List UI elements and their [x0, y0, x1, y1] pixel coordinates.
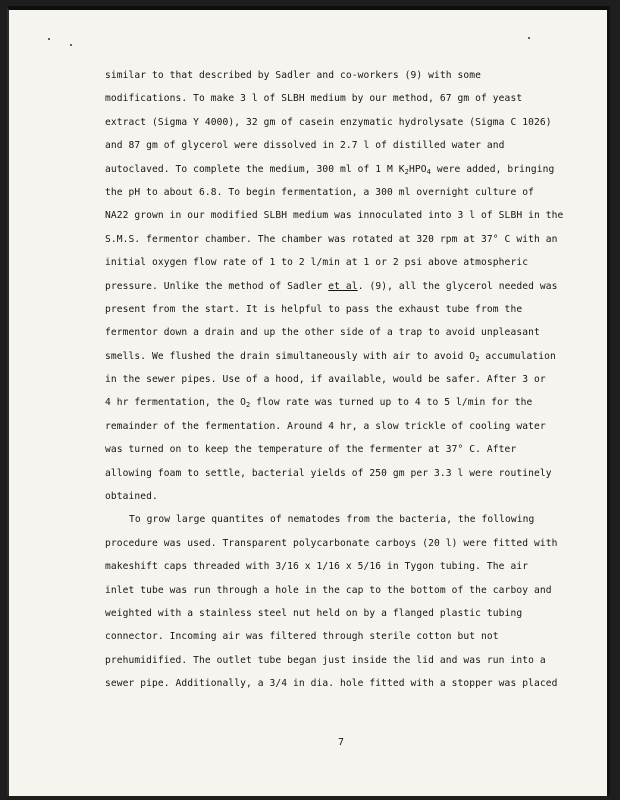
- line-text: fermentor down a drain and up the other side of a trap to avoid unpleasant: [105, 327, 540, 339]
- text-line: [105, 625, 595, 648]
- page-number: 7: [338, 737, 345, 748]
- text-line: [105, 555, 595, 578]
- line-text: the pH to about 6.8. To begin fermentation, a 300 ml overnight culture of: [105, 186, 534, 198]
- subscript: 2: [475, 354, 480, 363]
- line-text: inlet tube was run through a hole in the cap to the bottom of the carboy and: [105, 584, 552, 596]
- line-text: initial oxygen flow rate of 1 to 2 l/min at 1 or 2 psi above atmospheric: [105, 257, 529, 269]
- document-page: [7, 6, 610, 796]
- text-line: [105, 87, 595, 110]
- line-text: sewer pipe. Additionally, a 3/4 in dia. hole fitted with a stopper was placed: [105, 678, 558, 690]
- line-text: extract (Sigma Y 4000), 32 gm of casein enzymatic hydrolysate (Sigma C 1026): [105, 116, 552, 128]
- line-text: prehumidified. The outlet tube began just inside the lid and was run into a: [105, 654, 546, 666]
- text-line: [105, 579, 595, 602]
- line-text: procedure was used. Transparent polycarbonate carboys (20 l) were fitted with: [105, 537, 558, 549]
- line-text: modifications. To make 3 l of SLBH medium by our method, 67 gm of yeast: [105, 93, 523, 105]
- subscript: 2: [246, 401, 251, 410]
- line-text: present from the start. It is helpful to pass the exhaust tube from the: [105, 303, 523, 315]
- subscript: 4: [426, 167, 431, 176]
- text-line: [105, 532, 595, 555]
- scan-speck: [528, 37, 530, 39]
- text-line: [105, 672, 595, 695]
- underlined-citation: et al: [328, 280, 358, 292]
- line-text: pressure. Unlike the method of Sadler: [105, 280, 329, 292]
- text-line: [105, 345, 595, 368]
- text-line: [105, 602, 595, 625]
- scan-speck: [70, 44, 72, 46]
- line-text: To grow large quantites of nematodes from the bacteria, the following: [129, 514, 535, 526]
- text-line: [105, 462, 595, 485]
- line-text: . (9), all the glycerol needed was: [357, 280, 558, 292]
- line-text: connector. Incoming air was filtered through sterile cotton but not: [105, 631, 499, 643]
- line-text: were added, bringing: [430, 163, 555, 175]
- line-text: was turned on to keep the temperature of the fermenter at 37° C. After: [105, 444, 517, 456]
- line-text: S.M.S. fermentor chamber. The chamber was rotated at 320 rpm at 37° C with an: [105, 233, 558, 245]
- line-text: makeshift caps threaded with 3/16 x 1/16 x 5/16 in Tygon tubing. The air: [105, 561, 529, 573]
- text-line: [105, 415, 595, 438]
- body-text: [105, 64, 595, 696]
- line-text: allowing foam to settle, bacterial yields of 250 gm per 3.3 l were routinely: [105, 467, 552, 479]
- scan-speck: [48, 38, 50, 40]
- line-text: autoclaved. To complete the medium, 300 ml of 1 M K: [105, 163, 405, 175]
- line-text: smells. We flushed the drain simultaneously with air to avoid O: [105, 350, 476, 362]
- text-line: [105, 275, 595, 298]
- line-text: HPO: [409, 163, 427, 175]
- line-text: in the sewer pipes. Use of a hood, if available, would be safer. After 3 or: [105, 374, 546, 386]
- subscript: 2: [404, 167, 409, 176]
- text-line: [105, 251, 595, 274]
- text-line: [105, 298, 595, 321]
- text-line: [105, 508, 595, 531]
- line-text: accumulation: [479, 350, 556, 362]
- text-line: [105, 485, 595, 508]
- line-text: 4 hr fermentation, the O: [105, 397, 247, 409]
- text-line: [105, 649, 595, 672]
- text-line: [105, 438, 595, 461]
- text-line: [105, 64, 595, 87]
- text-line: [105, 181, 595, 204]
- text-line: [105, 204, 595, 227]
- line-text: weighted with a stainless steel nut held on by a flanged plastic tubing: [105, 607, 523, 619]
- line-text: flow rate was turned up to 4 to 5 l/min for the: [250, 397, 533, 409]
- line-text: similar to that described by Sadler and co-workers (9) with some: [105, 70, 482, 81]
- line-text: and 87 gm of glycerol were dissolved in 2.7 l of distilled water and: [105, 140, 505, 152]
- line-text: remainder of the fermentation. Around 4 hr, a slow trickle of cooling water: [105, 420, 546, 432]
- text-line: [105, 111, 595, 134]
- line-text: NA22 grown in our modified SLBH medium was innoculated into 3 l of SLBH in the: [105, 210, 564, 222]
- text-line: [105, 228, 595, 251]
- text-line: [105, 321, 595, 344]
- line-text: obtained.: [105, 491, 158, 503]
- text-line: [105, 368, 595, 391]
- text-line: [105, 391, 595, 414]
- text-line: [105, 134, 595, 157]
- text-line: [105, 158, 595, 181]
